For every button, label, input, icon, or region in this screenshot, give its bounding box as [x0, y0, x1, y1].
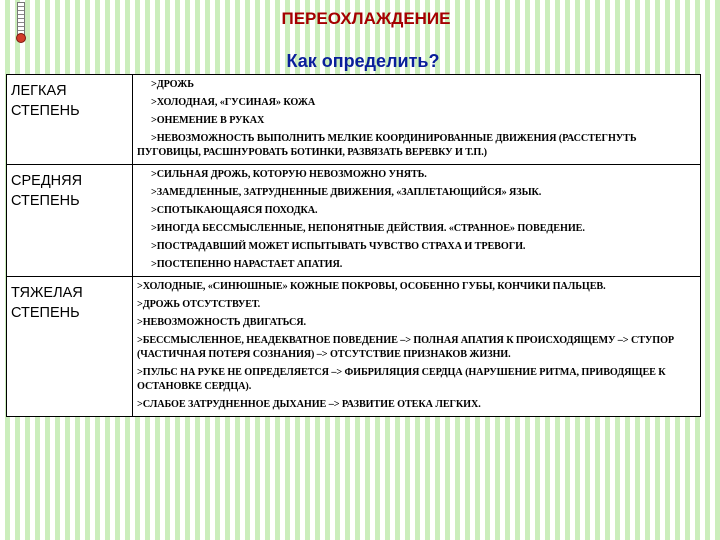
thermometer-bulb — [16, 33, 26, 43]
table-row-severe — [7, 277, 701, 417]
symptom-item: >ДРОЖЬ — [151, 79, 194, 90]
symptoms-severe — [133, 277, 701, 417]
symptom-item: >ПОСТЕПЕННО НАРАСТАЕТ АПАТИЯ. — [151, 259, 343, 270]
symptom-item: >ОНЕМЕНИЕ В РУКАХ — [151, 115, 265, 126]
symptom-item: >СИЛЬНАЯ ДРОЖЬ, КОТОРУЮ НЕВОЗМОЖНО УНЯТЬ. — [151, 169, 427, 180]
degree-label-moderate: СРЕДНЯЯ СТЕПЕНЬ — [7, 165, 133, 277]
hypothermia-degrees-table — [6, 74, 701, 417]
symptom-item: >СПОТЫКАЮЩАЯСЯ ПОХОДКА. — [151, 205, 318, 216]
symptom-item: >ДРОЖЬ ОТСУТСТВУЕТ. — [137, 299, 261, 310]
table-row-moderate — [7, 165, 701, 277]
symptom-item: >ХОЛОДНАЯ, «ГУСИНАЯ» КОЖА — [151, 97, 316, 108]
symptom-item: >БЕССМЫСЛЕННОЕ, НЕАДЕКВАТНОЕ ПОВЕДЕНИЕ –> ПОЛНАЯ АПАТИЯ К ПРОИСХОДЯЩЕМУ –> СТУПОР (ЧАСТИЧНАЯ ПОТЕРЯ СОЗНАНИЯ) –> ОТСУТСТВИЕ ПРИЗНАКОВ ЖИЗНИ. — [137, 335, 675, 360]
symptom-item: >ИНОГДА БЕССМЫСЛЕННЫЕ, НЕПОНЯТНЫЕ ДЕЙСТВИЯ. «СТРАННОЕ» ПОВЕДЕНИЕ. — [151, 223, 585, 234]
symptom-item: >ХОЛОДНЫЕ, «СИНЮШНЫЕ» КОЖНЫЕ ПОКРОВЫ, ОСОБЕННО ГУБЫ, КОНЧИКИ ПАЛЬЦЕВ. — [137, 281, 606, 292]
symptoms-mild — [133, 75, 701, 165]
symptom-item: >НЕВОЗМОЖНОСТЬ ВЫПОЛНИТЬ МЕЛКИЕ КООРДИНИРОВАННЫЕ ДВИЖЕНИЯ (РАССТЕГНУТЬ ПУГОВИЦЫ, РАСШНУРОВАТЬ БОТИНКИ, РАЗВЯЗАТЬ ВЕРЕВКУ И Т.П.) — [137, 133, 637, 158]
symptom-item: >ПОСТРАДАВШИЙ МОЖЕТ ИСПЫТЫВАТЬ ЧУВСТВО СТРАХА И ТРЕВОГИ. — [151, 241, 526, 252]
degree-label-mild: ЛЕГКАЯ СТЕПЕНЬ — [7, 75, 133, 165]
symptom-item: >СЛАБОЕ ЗАТРУДНЕННОЕ ДЫХАНИЕ –> РАЗВИТИЕ ОТЕКА ЛЕГКИХ. — [137, 399, 481, 410]
table-row-mild — [7, 75, 701, 165]
page-title: ПЕРЕОХЛАЖДЕНИЕ — [281, 9, 451, 28]
symptoms-moderate — [133, 165, 701, 277]
symptom-item: >ЗАМЕДЛЕННЫЕ, ЗАТРУДНЕННЫЕ ДВИЖЕНИЯ, «ЗАПЛЕТАЮЩИЙСЯ» ЯЗЫК. — [151, 187, 542, 198]
page-subtitle: Как определить? — [286, 51, 440, 71]
degree-label-severe: ТЯЖЕЛАЯ СТЕПЕНЬ — [7, 277, 133, 417]
symptom-item: >НЕВОЗМОЖНОСТЬ ДВИГАТЬСЯ. — [137, 317, 306, 328]
symptom-item: >ПУЛЬС НА РУКЕ НЕ ОПРЕДЕЛЯЕТСЯ –> ФИБРИЛЯЦИЯ СЕРДЦА (НАРУШЕНИЕ РИТМА, ПРИВОДЯЩЕЕ К ОСТАНОВКЕ СЕРДЦА). — [137, 367, 666, 392]
